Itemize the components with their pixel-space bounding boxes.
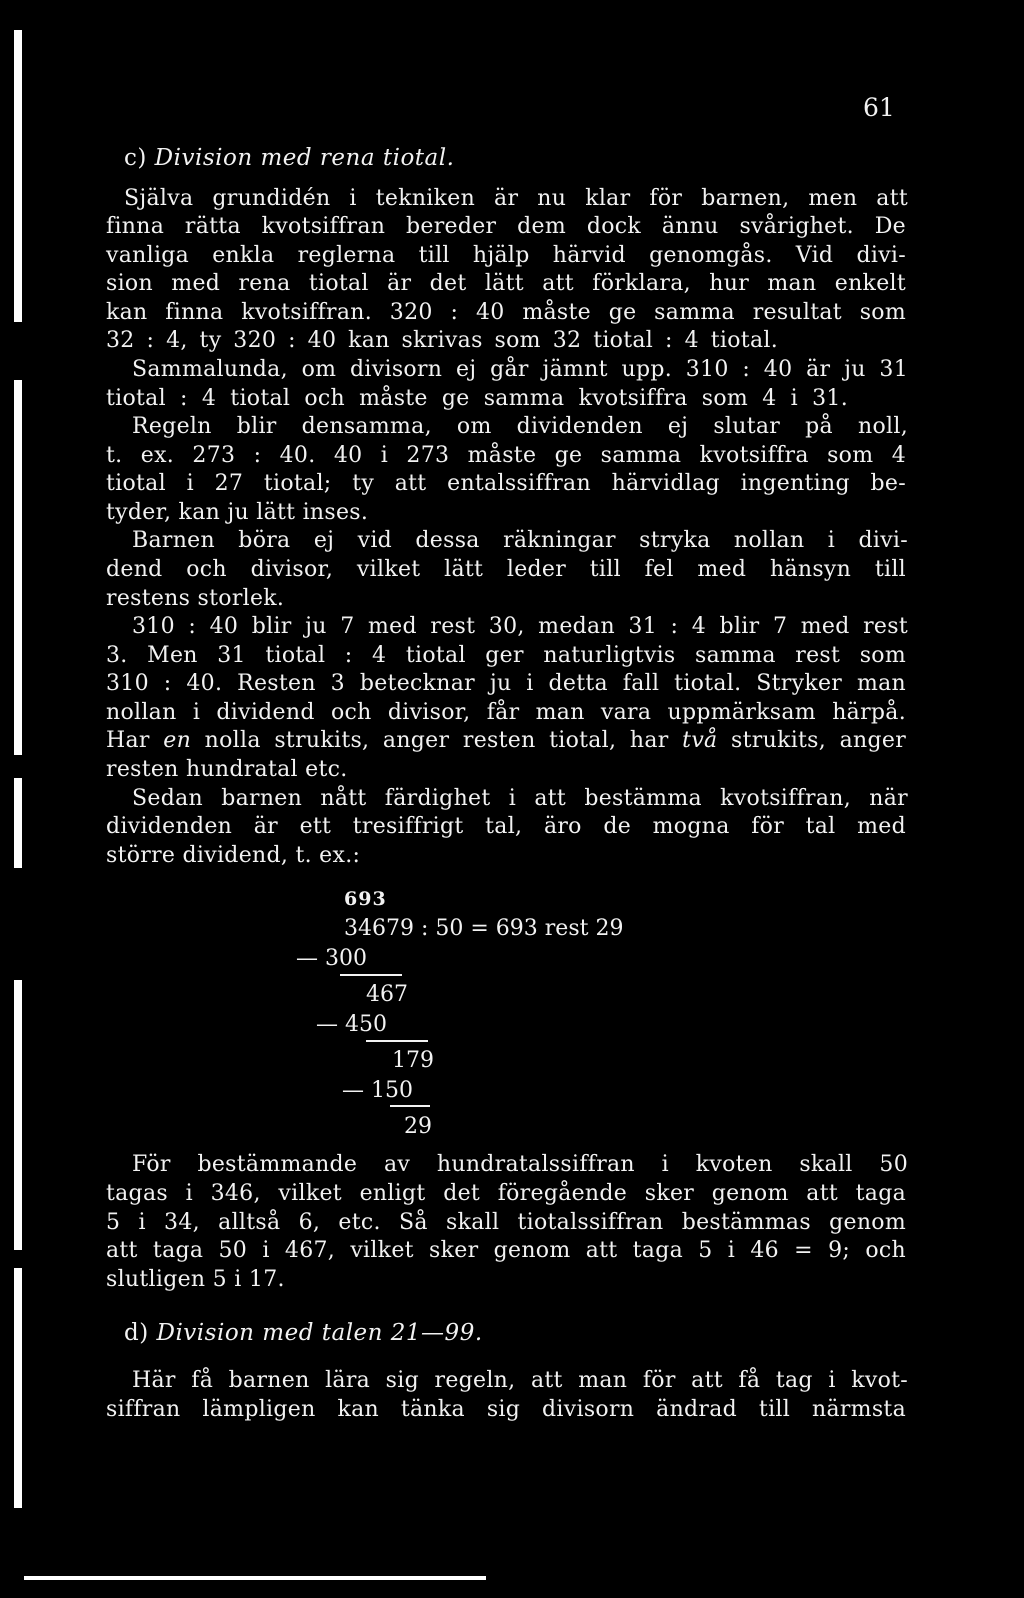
text-line: tiotal i 27 tiotal; ty att entalssiffran härvidlag ingenting be- (106, 471, 906, 496)
text-line: tagas i 346, vilket enligt det föregående sker genom att taga (106, 1181, 906, 1206)
left-edge-bar-4 (14, 980, 22, 1250)
text-segment: nolla strukits, anger resten tiotal, har (204, 728, 669, 753)
text-line: restens storlek. (106, 586, 285, 611)
left-edge-bar-1 (14, 30, 22, 322)
calc-step-remainder: 29 (404, 1114, 432, 1139)
page-number: 61 (863, 93, 895, 122)
text-line: Själva grundidén i tekniken är nu klar för barnen, men att (124, 186, 908, 211)
text-line: slutligen 5 i 17. (106, 1267, 285, 1292)
text-line: dividenden är ett tresiffrigt tal, äro de mogna för tal med (106, 814, 906, 839)
text-line: större dividend, t. ex.: (106, 843, 361, 868)
text-segment: strukits, anger (731, 728, 907, 753)
section-d-heading (124, 1320, 924, 1346)
section-d-title: Division med talen 21—99. (156, 1320, 483, 1346)
text-line-emphasis (106, 728, 906, 753)
text-line: nollan i dividend och divisor, får man vara uppmärksam härpå. (106, 700, 906, 725)
calc-step-subtract: — 150 (342, 1078, 413, 1103)
text-line: kan finna kvotsiffran. 320 : 40 måste ge samma resultat som (106, 300, 906, 325)
text-line: Sammalunda, om divisorn ej går jämnt upp. 310 : 40 är ju 31 (132, 357, 908, 382)
text-line: tiotal : 4 tiotal och måste ge samma kvotsiffra som 4 i 31. (106, 386, 848, 411)
calc-step-remainder: 179 (392, 1048, 434, 1073)
bottom-rule (24, 1576, 486, 1580)
text-line: siffran lämpligen kan tänka sig divisorn ändrad till närmsta (106, 1397, 906, 1422)
text-segment: Har (106, 728, 150, 753)
left-edge-bar-2 (14, 380, 22, 755)
text-line: 5 i 34, alltså 6, etc. Så skall tiotalssiffran bestämmas genom (106, 1210, 906, 1235)
calc-rule (340, 974, 402, 976)
text-line: För bestämmande av hundratalssiffran i kvoten skall 50 (132, 1152, 908, 1177)
text-line: Sedan barnen nått färdighet i att bestämma kvotsiffran, när (132, 786, 908, 811)
text-line: Regeln blir densamma, om dividenden ej slutar på noll, (132, 414, 908, 439)
long-division-calculation (296, 888, 696, 1138)
text-line: vanliga enkla reglerna till hjälp härvid genomgås. Vid divi- (106, 243, 906, 268)
section-c-title: Division med rena tiotal. (154, 145, 455, 171)
text-line: sion med rena tiotal är det lätt att förklara, hur man enkelt (106, 271, 906, 296)
left-edge-bar-5 (14, 1268, 22, 1508)
section-d-label: d) (124, 1320, 149, 1346)
calc-rule (390, 1105, 430, 1107)
calc-equation: 34679 : 50 = 693 rest 29 (344, 916, 624, 941)
text-line: finna rätta kvotsiffran bereder dem dock ännu svårighet. De (106, 214, 906, 239)
text-line: 3. Men 31 tiotal : 4 tiotal ger naturligtvis samma rest som (106, 643, 906, 668)
text-line: 310 : 40 blir ju 7 med rest 30, medan 31 : 4 blir 7 med rest (132, 614, 908, 639)
text-line: Barnen böra ej vid dessa räkningar stryka nollan i divi- (132, 528, 908, 553)
calc-step-subtract: — 450 (316, 1012, 387, 1037)
text-line: att taga 50 i 467, vilket sker genom att taga 5 i 46 = 9; och (106, 1238, 906, 1263)
section-c-label: c) (124, 145, 147, 171)
text-line: 310 : 40. Resten 3 betecknar ju i detta fall tiotal. Stryker man (106, 671, 906, 696)
emphasis-word: en (163, 728, 192, 753)
text-line: t. ex. 273 : 40. 40 i 273 måste ge samma kvotsiffra som 4 (106, 443, 906, 468)
section-c-heading (124, 145, 924, 171)
text-line: resten hundratal etc. (106, 757, 348, 782)
calc-step-subtract: — 300 (296, 946, 367, 971)
emphasis-word: två (682, 728, 718, 753)
text-line: 32 : 4, ty 320 : 40 kan skrivas som 32 tiotal : 4 tiotal. (106, 328, 778, 353)
calc-step-remainder: 467 (366, 982, 408, 1007)
left-edge-bar-3 (14, 778, 22, 868)
text-line: dend och divisor, vilket lätt leder till fel med hänsyn till (106, 557, 906, 582)
calc-rule (366, 1040, 428, 1042)
calc-quotient: 693 (344, 888, 387, 910)
text-line: Här få barnen lära sig regeln, att man för att få tag i kvot- (132, 1368, 908, 1393)
text-line: tyder, kan ju lätt inses. (106, 500, 369, 525)
